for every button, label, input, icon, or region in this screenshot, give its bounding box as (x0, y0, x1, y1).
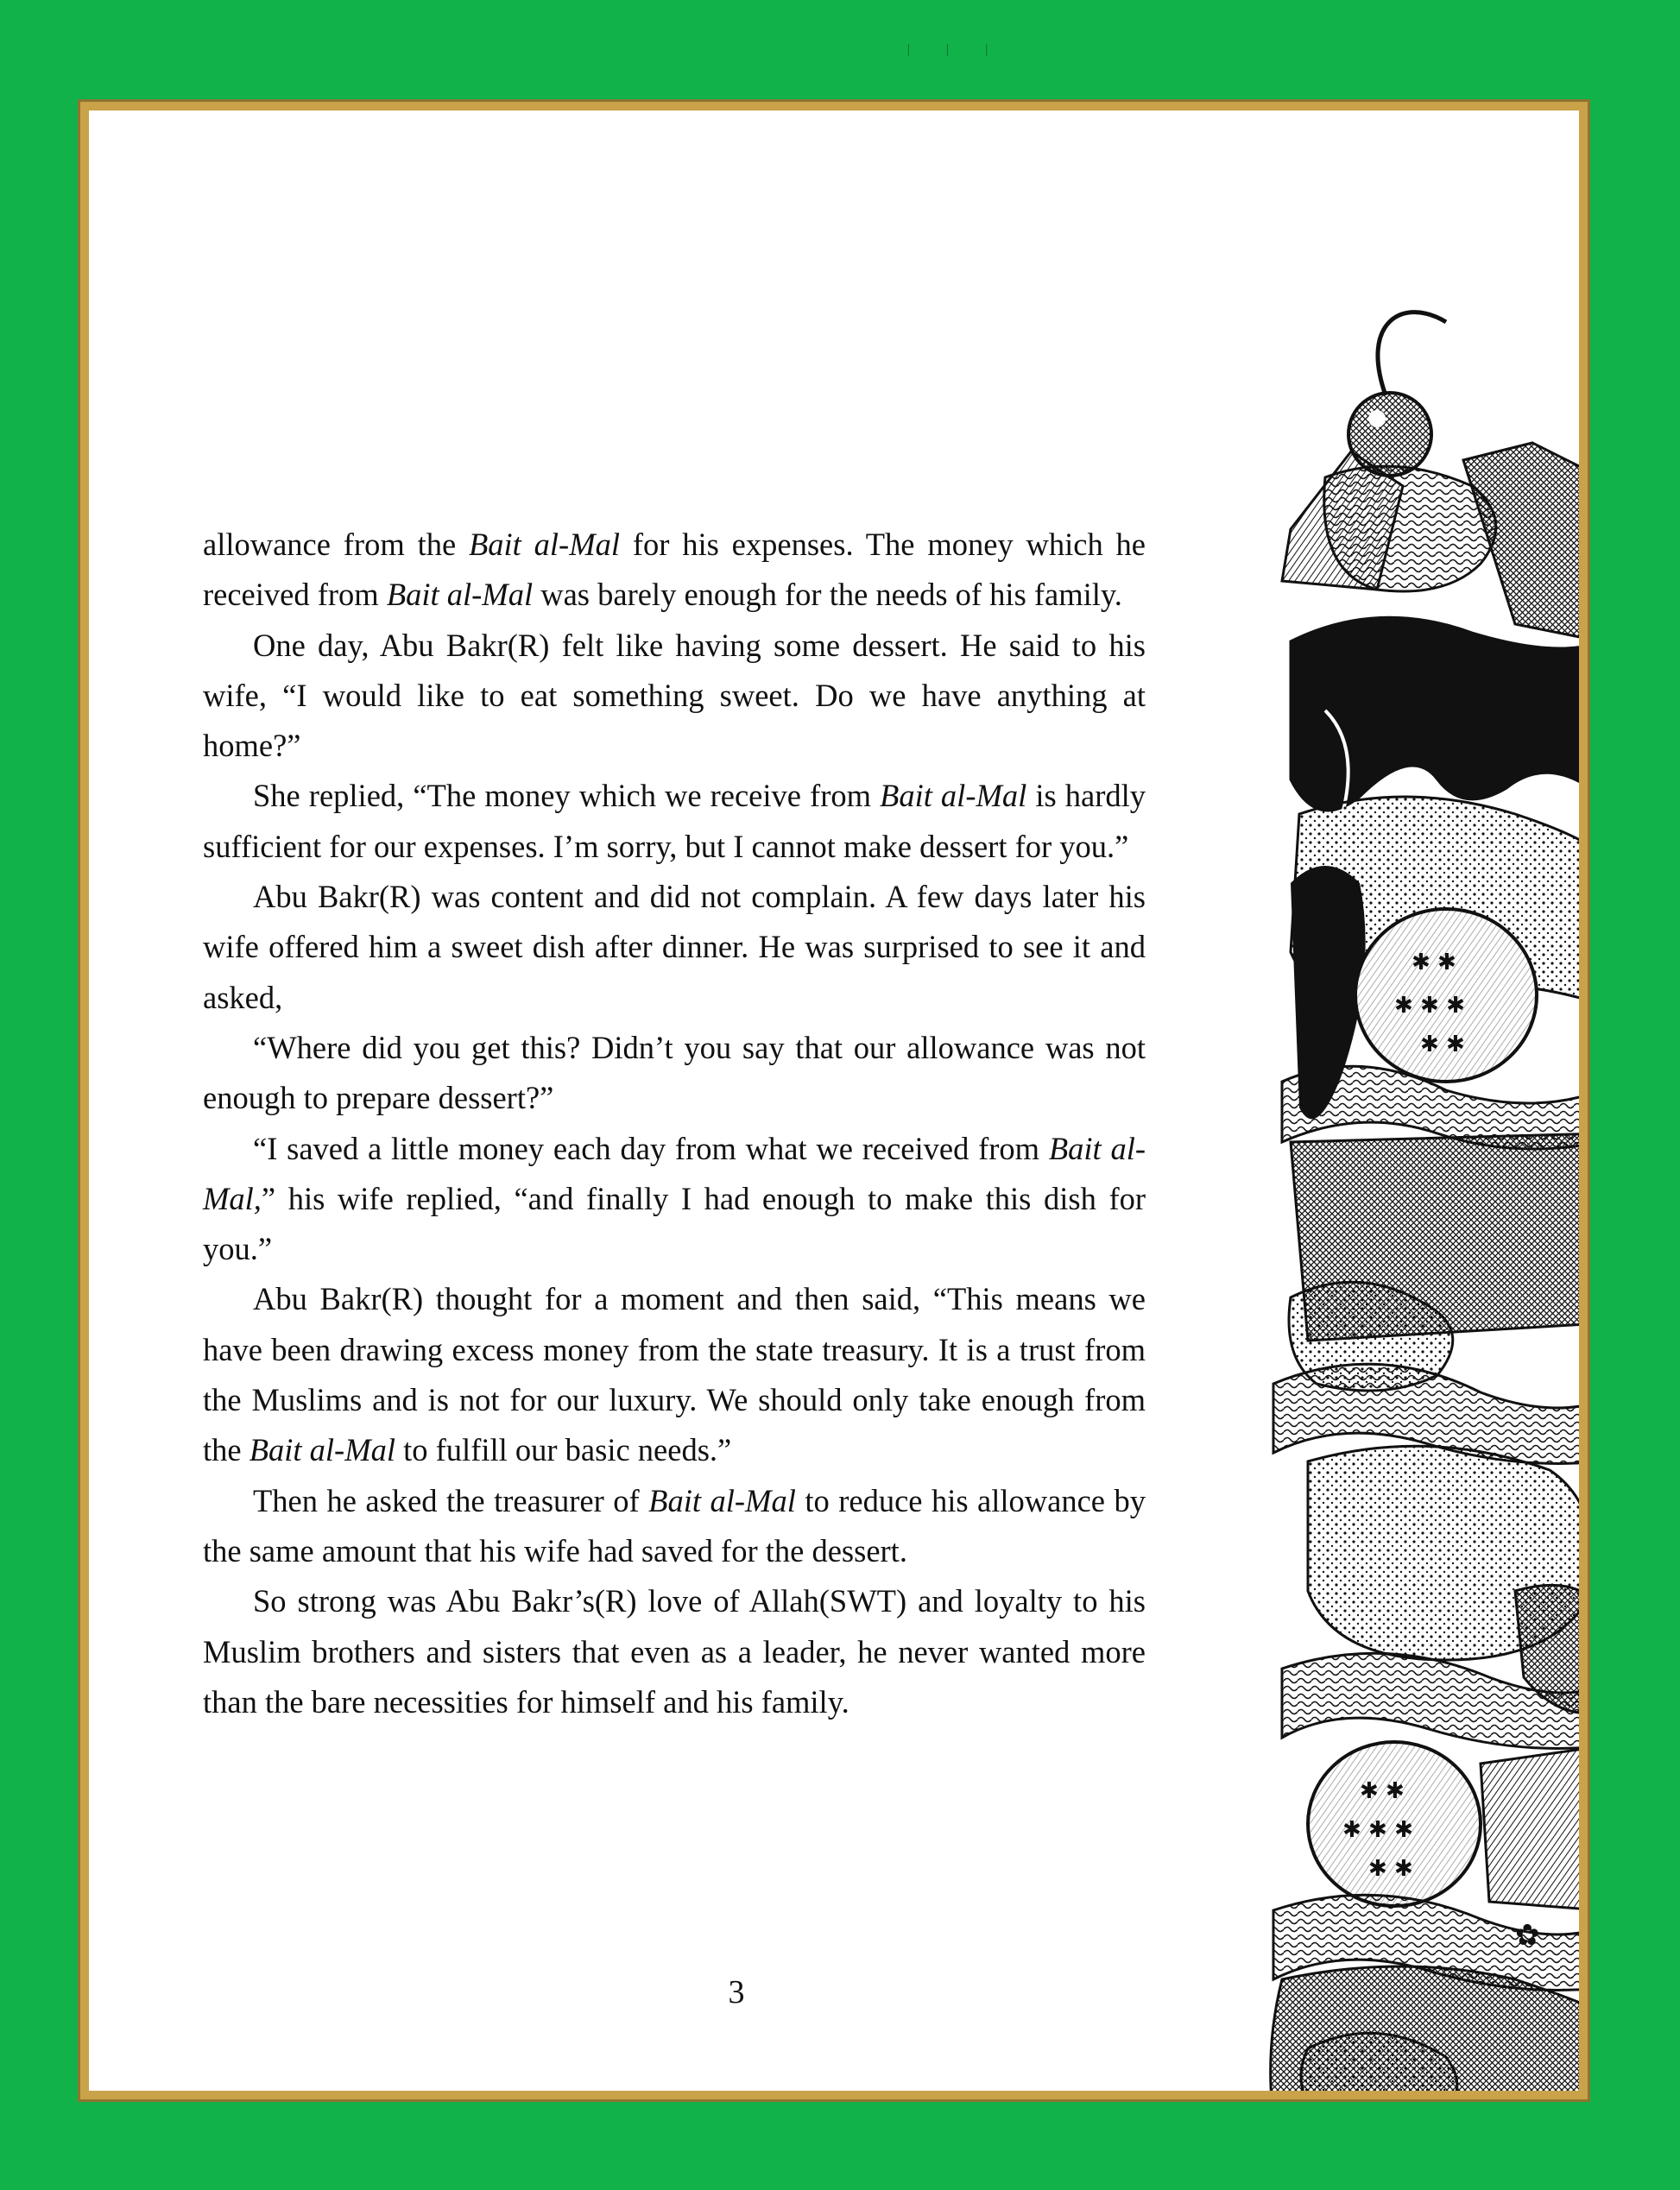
dessert-stack-illustration (1187, 192, 1579, 2091)
text-run: “Where did you get this? Didn’t you say that our allowance was not enough to prepare dessert?” (203, 1029, 1146, 1116)
strawberry-icon-2 (1308, 1742, 1481, 1906)
italic-term: Bait al-Mal (249, 1432, 396, 1468)
page-frame (78, 99, 1590, 2102)
svg-text:✱ ✱: ✱ ✱ (1360, 1778, 1405, 1804)
text-run: Abu Bakr(R) was content and did not complain. A few days later his wife offered him a sweet dish after dinner. He was surprised to see it and asked, (203, 879, 1146, 1015)
text-run: is hardly sufficient for our expenses. I’m sorry, but I cannot make dessert for you.” (203, 778, 1146, 864)
paragraph (203, 520, 1146, 621)
italic-term: Bait al-Mal (648, 1482, 796, 1518)
italic-term: Bait al-Mal (469, 527, 621, 562)
text-run: to reduce his allowance by the same amount that his wife had saved for the dessert. (203, 1482, 1146, 1568)
text-run: ” his wife replied, “and finally I had enough to make this dish for you.” (203, 1180, 1146, 1267)
text-run: for his expenses. The money which he received from (203, 527, 1146, 613)
italic-term: Bait al-Mal (880, 778, 1027, 814)
paragraph (203, 872, 1146, 1023)
flower-icon: ✿ (1515, 1918, 1540, 1953)
svg-text:✱ ✱: ✱ ✱ (1420, 1032, 1465, 1057)
page-number: 3 (728, 1974, 745, 2010)
paragraph (203, 1274, 1146, 1475)
text-run: She replied, “The money which we receive from (253, 778, 881, 814)
cherry-icon (1348, 312, 1446, 476)
paragraph (203, 1023, 1146, 1124)
text-run: One day, Abu Bakr(R) felt like having some dessert. He said to his wife, “I would like to eat something sweet. Do we have anything at home?” (203, 627, 1146, 764)
svg-text:✱ ✱: ✱ ✱ (1368, 1856, 1413, 1882)
italic-term: Bait al-Mal, (203, 1130, 1146, 1216)
paragraph (203, 1476, 1146, 1577)
paragraph (203, 621, 1146, 772)
paragraph (203, 1124, 1146, 1275)
text-run: So strong was Abu Bakr’s(R) love of Allah(SWT) and loyalty to his Muslim brothers and sisters that even as a leader, he never wanted more than the bare necessities for himself and his family. (203, 1583, 1146, 1720)
page (89, 110, 1579, 2091)
text-run: allowance from the (203, 527, 469, 562)
paragraph (203, 771, 1146, 872)
svg-text:✱ ✱ ✱: ✱ ✱ ✱ (1394, 993, 1465, 1019)
svg-text:✱ ✱: ✱ ✱ (1412, 950, 1456, 975)
story-text (203, 520, 1146, 1727)
svg-text:✱ ✱ ✱: ✱ ✱ ✱ (1342, 1817, 1413, 1843)
italic-term: Bait al-Mal (386, 577, 534, 613)
text-run: Then he asked the treasurer of (253, 1482, 649, 1518)
strawberry-icon (1355, 909, 1537, 1082)
crop-marks: | | | (906, 43, 1005, 57)
text-run: was barely enough for the needs of his family. (533, 577, 1122, 613)
chocolate-drip (1291, 617, 1579, 811)
text-run: to fulfill our basic needs.” (395, 1432, 732, 1468)
paragraph (203, 1576, 1146, 1727)
text-run: “I saved a little money each day from what we received from (253, 1130, 1049, 1166)
text-run: Abu Bakr(R) thought for a moment and then said, “This means we have been drawing excess money from the state treasury. It is a trust from the Muslims and is not for our luxury. We should only take enough from the (203, 1281, 1146, 1468)
